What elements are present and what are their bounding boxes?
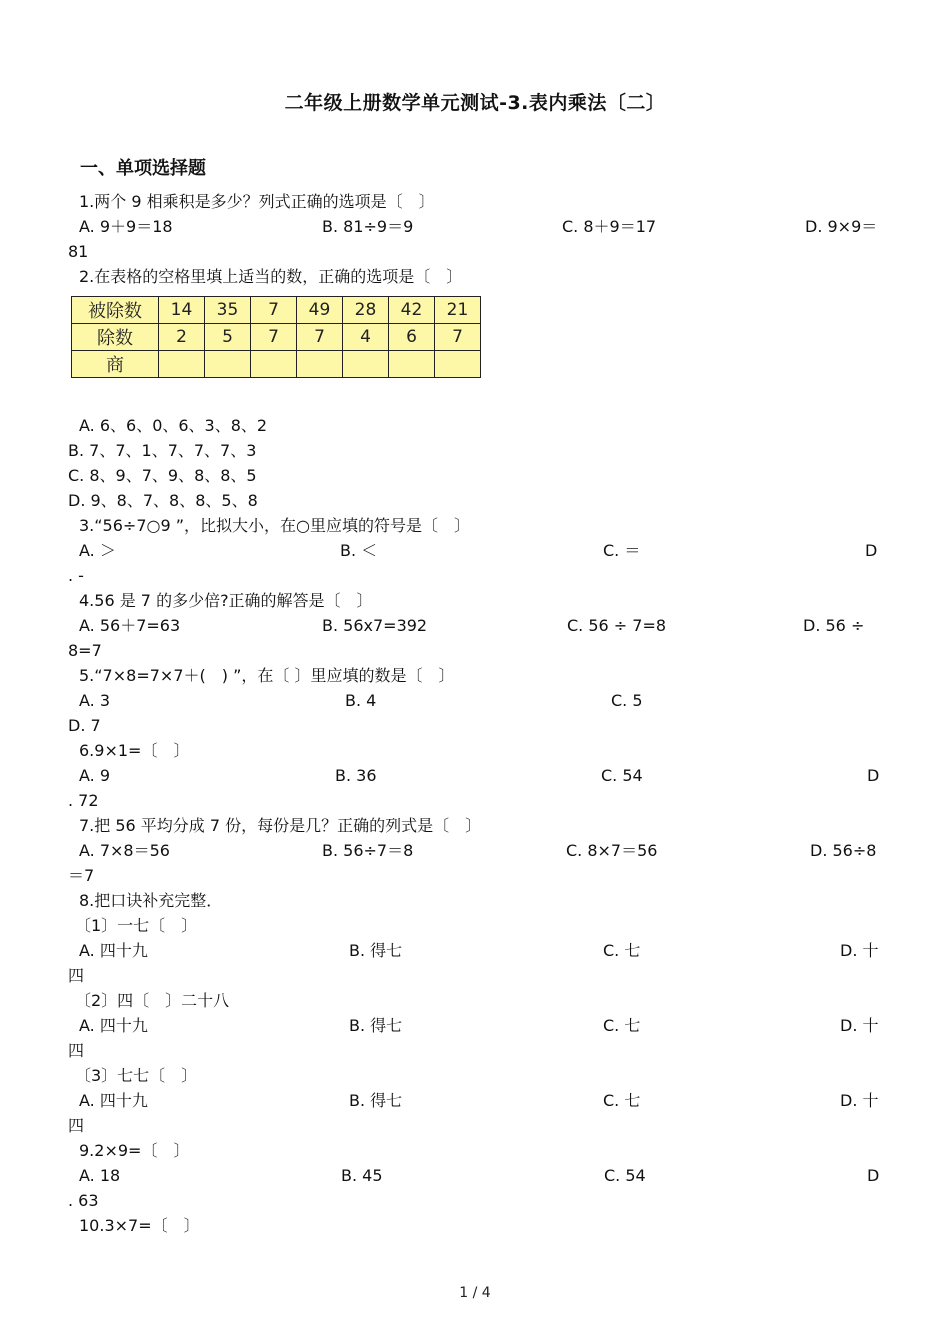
table-cell: 7 <box>297 324 343 351</box>
question-10: 10.3×7=〔 〕 <box>79 1216 200 1235</box>
question-9: 9.2×9=〔 〕 <box>79 1141 190 1160</box>
table-cell: 7 <box>251 324 297 351</box>
table-cell: 2 <box>159 324 205 351</box>
section-heading: 一、单项选择题 <box>80 158 206 179</box>
q9-option-b[interactable]: B. 45 <box>341 1166 383 1185</box>
row-label: 被除数 <box>72 297 159 324</box>
table-cell <box>297 351 343 378</box>
q1-option-d[interactable]: D. 9×9＝ <box>805 217 878 236</box>
question-1: 1.两个 9 相乘积是多少？列式正确的选项是〔 〕 <box>79 192 435 211</box>
q7-option-d[interactable]: D. 56÷8 <box>810 841 877 860</box>
q1-option-b[interactable]: B. 81÷9＝9 <box>322 217 414 236</box>
q6-option-d[interactable]: D <box>867 766 880 785</box>
question-7: 7.把 56 平均分成 7 份，每份是几？正确的列式是〔 〕 <box>79 816 482 835</box>
q8-2-option-d-wrap: 四 <box>68 1041 85 1060</box>
table-cell <box>389 351 435 378</box>
q8-2-option-a[interactable]: A. 四十九 <box>79 1016 148 1035</box>
table-cell: 28 <box>343 297 389 324</box>
q3-option-c[interactable]: C. ＝ <box>603 541 641 560</box>
table-cell <box>205 351 251 378</box>
q2-option-b[interactable]: B. 7、7、1、7、7、7、3 <box>68 441 257 460</box>
q8-2-option-d[interactable]: D. 十 <box>840 1016 879 1035</box>
q1-option-d-wrap: 81 <box>68 242 89 261</box>
q4-option-a[interactable]: A. 56＋7=63 <box>79 616 181 635</box>
q7-option-b[interactable]: B. 56÷7＝8 <box>322 841 414 860</box>
table-cell: 5 <box>205 324 251 351</box>
q3-option-d[interactable]: D <box>865 541 878 560</box>
table-cell <box>435 351 481 378</box>
row-label: 商 <box>72 351 159 378</box>
q7-option-d-wrap: ＝7 <box>68 866 95 885</box>
q8-3-option-d-wrap: 四 <box>68 1116 85 1135</box>
table-cell: 7 <box>251 297 297 324</box>
q8-1-option-a[interactable]: A. 四十九 <box>79 941 148 960</box>
q8-1-option-b[interactable]: B. 得七 <box>349 941 403 960</box>
table-cell: 42 <box>389 297 435 324</box>
q5-option-d[interactable]: D. 7 <box>68 716 101 735</box>
table-cell: 14 <box>159 297 205 324</box>
table-cell: 35 <box>205 297 251 324</box>
q7-option-a[interactable]: A. 7×8＝56 <box>79 841 170 860</box>
q4-option-c[interactable]: C. 56 ÷ 7=8 <box>567 616 667 635</box>
q2-option-d[interactable]: D. 9、8、7、8、8、5、8 <box>68 491 258 510</box>
q5-option-b[interactable]: B. 4 <box>345 691 377 710</box>
q8-1-option-c[interactable]: C. 七 <box>603 941 641 960</box>
q8-subquestion-3: 〔3〕七七〔 〕 <box>75 1066 198 1085</box>
q9-option-a[interactable]: A. 18 <box>79 1166 121 1185</box>
q3-option-b[interactable]: B. ＜ <box>340 541 378 560</box>
q8-3-option-a[interactable]: A. 四十九 <box>79 1091 148 1110</box>
q3-option-a[interactable]: A. ＞ <box>79 541 116 560</box>
question-4: 4.56 是 7 的多少倍?正确的解答是〔 〕 <box>79 591 373 610</box>
q9-option-d[interactable]: D <box>867 1166 880 1185</box>
q4-option-d[interactable]: D. 56 ÷ <box>803 616 865 635</box>
q1-option-c[interactable]: C. 8＋9＝17 <box>562 217 657 236</box>
table-cell: 49 <box>297 297 343 324</box>
q6-option-c[interactable]: C. 54 <box>601 766 643 785</box>
question-2: 2.在表格的空格里填上适当的数，正确的选项是〔 〕 <box>79 267 463 286</box>
table-row <box>72 297 481 324</box>
q8-2-option-b[interactable]: B. 得七 <box>349 1016 403 1035</box>
question-3: 3.“56÷7○9 ”，比拟大小，在○里应填的符号是〔 〕 <box>79 516 470 535</box>
q8-1-option-d[interactable]: D. 十 <box>840 941 879 960</box>
table-row <box>72 351 481 378</box>
q1-option-a[interactable]: A. 9＋9＝18 <box>79 217 173 236</box>
table-cell <box>251 351 297 378</box>
q6-option-d-wrap: . 72 <box>68 791 99 810</box>
division-table <box>71 296 481 378</box>
q8-3-option-d[interactable]: D. 十 <box>840 1091 879 1110</box>
table-cell <box>159 351 205 378</box>
table-row <box>72 324 481 351</box>
q8-subquestion-1: 〔1〕一七〔 〕 <box>75 916 198 935</box>
table-cell: 6 <box>389 324 435 351</box>
table-cell <box>343 351 389 378</box>
q8-1-option-d-wrap: 四 <box>68 966 85 985</box>
q5-option-a[interactable]: A. 3 <box>79 691 111 710</box>
q6-option-b[interactable]: B. 36 <box>335 766 377 785</box>
table-cell: 7 <box>435 324 481 351</box>
q4-option-b[interactable]: B. 56x7=392 <box>322 616 428 635</box>
q9-option-d-wrap: . 63 <box>68 1191 99 1210</box>
table-cell: 21 <box>435 297 481 324</box>
question-5: 5.“7×8=7×7＋( ) ”，在〔 〕里应填的数是〔 〕 <box>79 666 455 685</box>
q8-3-option-b[interactable]: B. 得七 <box>349 1091 403 1110</box>
q4-option-d-wrap: 8=7 <box>68 641 102 660</box>
q5-option-c[interactable]: C. 5 <box>611 691 643 710</box>
page-number: 1 / 4 <box>459 1285 491 1301</box>
q2-option-c[interactable]: C. 8、9、7、9、8、8、5 <box>68 466 257 485</box>
question-6: 6.9×1=〔 〕 <box>79 741 190 760</box>
q3-option-d-wrap: . - <box>68 566 84 585</box>
q9-option-c[interactable]: C. 54 <box>604 1166 646 1185</box>
q7-option-c[interactable]: C. 8×7＝56 <box>566 841 658 860</box>
q6-option-a[interactable]: A. 9 <box>79 766 111 785</box>
q8-3-option-c[interactable]: C. 七 <box>603 1091 641 1110</box>
page-title: 二年级上册数学单元测试-3.表内乘法〔二〕 <box>284 92 666 114</box>
q8-subquestion-2: 〔2〕四〔 〕二十八 <box>75 991 230 1010</box>
q2-option-a[interactable]: A. 6、6、0、6、3、8、2 <box>79 416 268 435</box>
table-cell: 4 <box>343 324 389 351</box>
q8-2-option-c[interactable]: C. 七 <box>603 1016 641 1035</box>
row-label: 除数 <box>72 324 159 351</box>
question-8: 8.把口诀补充完整． <box>79 891 223 910</box>
